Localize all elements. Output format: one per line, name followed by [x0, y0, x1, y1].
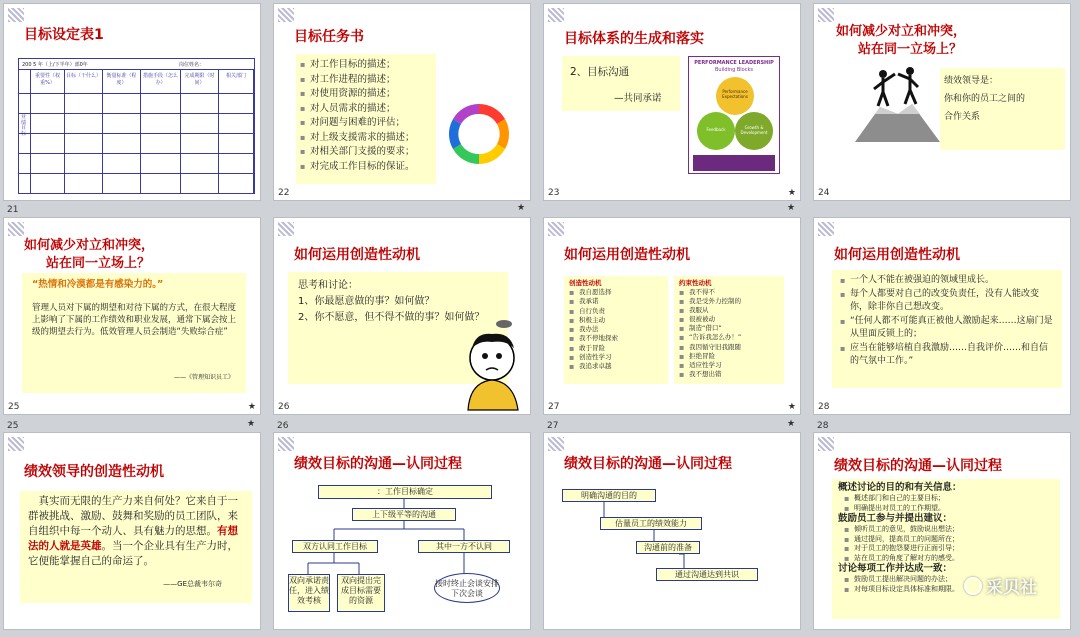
section-heading-1: 概述讨论的目的和有关信息： [838, 482, 962, 493]
table-header-cell: 重要性（权重%） [31, 70, 65, 94]
corner-decoration [278, 8, 294, 22]
table-cell[interactable] [65, 154, 103, 174]
slide-creative-motivation-3[interactable] [813, 217, 1071, 415]
paragraph-4: ▪ 应当在能够培植自我激励……自我评价……和自信的气氛中工作。” [840, 342, 1054, 369]
slide-performance-leadership[interactable] [3, 432, 261, 630]
corner-decoration [8, 222, 24, 236]
creative-motivation-box [564, 276, 668, 384]
slide-number: 21 [7, 205, 19, 215]
part-expectations: Performance Expectations [722, 89, 748, 99]
self-motivation-list [840, 274, 1054, 369]
table-cell[interactable] [181, 94, 219, 114]
slide-star-icon[interactable]: ★ [247, 419, 256, 429]
list-item: ▪ 敢于冒险 [569, 344, 663, 353]
slide-title: 绩效目标的沟通—认同过程 [294, 456, 462, 472]
slide-star-icon[interactable]: ★ [787, 188, 796, 198]
slide-number: 23 [548, 188, 560, 198]
list-item: ▪ “告诉我怎么办！” [679, 333, 779, 342]
corner-decoration [818, 8, 834, 22]
slide-number: 28 [818, 402, 830, 412]
node-one-disagrees: 其中一方不认同 [418, 540, 510, 553]
table-cell[interactable] [103, 134, 141, 154]
slide-number: 26 [278, 402, 290, 412]
leaf-resources: 双向提出完成目标需要的资源 [337, 574, 385, 612]
list-item: ▪ 我是受外力控制的 [679, 297, 779, 306]
list-item: ▪ 对工作进程的描述； [300, 73, 432, 88]
slide-star-icon[interactable]: ★ [787, 419, 796, 429]
node-equal-communication: 上下级平等的沟通 [352, 508, 456, 521]
table-cell[interactable] [219, 174, 254, 194]
constrained-list [679, 288, 779, 379]
table-header-cell: 完成期限（时间） [181, 70, 219, 94]
creative-list [569, 288, 663, 372]
corner-decoration [548, 8, 564, 22]
table-cell[interactable] [141, 174, 181, 194]
table-cell[interactable] [31, 94, 65, 114]
section-heading-3: 讨论每项工作并达成一致： [838, 563, 953, 574]
section-heading-2: 鼓励员工参与并提出建议： [838, 513, 953, 524]
table-header-cell: 目标（干什么） [65, 70, 103, 94]
list-item: ▪ 通过提问，提高员工的问题所在； [844, 535, 1054, 545]
slide-number: 27 [547, 421, 559, 431]
goal-communication-text: 2、目标沟通 [570, 66, 630, 78]
table-cell[interactable] [65, 94, 103, 114]
table-header-cell: 衡量标准（程度） [103, 70, 141, 94]
creative-header: 创造性动机 [569, 279, 602, 287]
list-item: ▪ 鼓励员工提出解决问题的办法； [844, 575, 1054, 585]
paragraph-1: ▪ 一个人不能在被强迫的领域里成长。 [840, 274, 1054, 288]
list-item: ▪ 对相关部门支援的要求； [300, 145, 432, 160]
list-item: ▪ 很被被动 [679, 315, 779, 324]
side-label: 业绩目标 [21, 114, 27, 137]
slide-title: 如何运用创造性动机 [294, 247, 420, 263]
communication-box [562, 56, 680, 111]
partnership-line-2: 你和你的员工之间的 [944, 94, 1026, 104]
corner-decoration [818, 437, 834, 451]
leaf-commit-responsibility: 双向承诺责任，进入绩效考核 [288, 574, 330, 612]
list-item: ▪ 我自愿选择 [569, 288, 663, 297]
steps-connectors [544, 433, 801, 630]
list-item: ▪ 我因循守旧我跟随 [679, 343, 779, 352]
part-feedback: Feedback [706, 127, 726, 132]
thinking-boy-icon [462, 318, 528, 410]
welch-quote-box [20, 491, 252, 603]
slide-number: 25 [8, 402, 20, 412]
list-item: ▪ 积极主动 [569, 316, 663, 325]
table-cell[interactable] [141, 114, 181, 134]
quote-box [22, 273, 246, 393]
paragraph-3: ▪ “任何人都不可能真正被他人激励起来……这扇门是从里面反锁上的； [840, 315, 1054, 342]
table-cell[interactable] [31, 174, 65, 194]
table-cell[interactable] [19, 134, 31, 154]
node-both-agree: 双方认同工作目标 [292, 540, 378, 553]
discussion-line-3: 2、你不愿意，但不得不做的事？如何做？ [298, 312, 485, 323]
table-cell[interactable] [219, 134, 254, 154]
dept-label: 岗位姓名： [179, 62, 205, 68]
graphic-base [693, 155, 775, 171]
table-cell[interactable] [181, 154, 219, 174]
table-cell[interactable] [31, 114, 65, 134]
table-cell[interactable] [65, 174, 103, 194]
list-item: ▪ 我承诺 [569, 297, 663, 306]
step-2: 估量员工的绩效能力 [600, 517, 702, 530]
list-item: ▪ 对完成工作目标的保证。 [300, 160, 432, 175]
slide-title: 如何运用创造性动机 [834, 247, 960, 263]
paragraph-2: ▪ 每个人都要对自己的改变负责任，没有人能改变你，除非你自己想改变。 [840, 288, 1054, 315]
watermark-text: 采贝社 [986, 578, 1037, 598]
slide-goal-system[interactable] [543, 3, 801, 201]
watermark [964, 573, 1037, 598]
slide-consensus-details[interactable] [813, 432, 1071, 630]
corner-decoration [548, 222, 564, 236]
slide-title: 绩效目标的沟通—认同过程 [834, 458, 1002, 474]
table-cell[interactable] [219, 114, 254, 134]
body-part-b: 。当一个企业具有生产力时，它便能掌握自己的命运了。 [28, 540, 238, 567]
table-header-cell: 相关部门 [219, 70, 254, 94]
slide-reduce-conflict[interactable] [813, 3, 1071, 201]
constrained-header: 约束性动机 [679, 279, 712, 287]
slide-creative-motivation-1[interactable] [273, 217, 531, 415]
list-item: ▪ 对每项目标设定具体标准和期限。 [844, 585, 1054, 595]
table-cell[interactable] [65, 114, 103, 134]
step-1: 明确沟通的目的 [562, 489, 656, 502]
slide-number: 25 [7, 421, 19, 431]
section-list-2 [844, 525, 1054, 563]
slide-creative-motivation-2[interactable] [543, 217, 801, 415]
corner-decoration [8, 437, 24, 451]
part-growth: Growth & Development [740, 125, 768, 135]
table-cell[interactable] [219, 154, 254, 174]
slide-reduce-conflict-2[interactable] [3, 217, 261, 415]
list-item: ▪ 拒绝冒险 [679, 352, 779, 361]
table-header-cell [19, 70, 31, 94]
quote-body: 管理人员对下属的期望和对待下属的方式，在很大程度上影响了下属的工作绩效和职业发展，通常下属会按上级的期望去行为。低效管理人员会制造“失败综合症” [32, 303, 237, 337]
table-cell[interactable] [181, 174, 219, 194]
performance-leadership-graphic [688, 56, 780, 174]
table-cell[interactable] [103, 174, 141, 194]
table-cell[interactable] [141, 154, 181, 174]
list-item: ▪ 适应性学习 [679, 361, 779, 370]
task-list [300, 58, 432, 174]
discussion-line-2: 1、你最愿意做的事？如何做？ [298, 296, 435, 307]
slide-consensus-steps[interactable] [543, 432, 801, 630]
quote-source: ——《管理知识员工》 [173, 374, 234, 381]
graphic-subtitle: Building Blocks [714, 67, 753, 73]
leaf-end-meeting: 接时终止会谈安排下次会谈 [434, 573, 500, 603]
body-highlight: 有想法的人就是英雄 [28, 525, 238, 552]
slide-number: 24 [818, 188, 830, 198]
list-item: ▪ 对上级支援需求的描述； [300, 131, 432, 146]
list-item: ▪ 我不停地探索 [569, 334, 663, 343]
list-item: ▪ 对使用资源的描述； [300, 87, 432, 102]
slide-star-icon[interactable]: ★ [517, 203, 526, 213]
year-line: 200 5 年（上/下半年）部0年 [22, 62, 88, 68]
list-item: ▪ 我不想出错 [679, 370, 779, 379]
table-header-cell: 措施手段（怎么办） [141, 70, 181, 94]
task-list-box [296, 54, 436, 184]
table-cell[interactable] [103, 94, 141, 114]
table-cell[interactable] [181, 114, 219, 134]
list-item: ▪ 对人员需求的描述； [300, 102, 432, 117]
graphic-title: PERFORMANCE LEADERSHIP [694, 60, 774, 66]
list-item: ▪ 概述部门和自己的主要目标； [844, 494, 1054, 504]
table-cell[interactable] [103, 154, 141, 174]
table-grid [19, 69, 254, 193]
slide-title: 目标体系的生成和落实 [564, 31, 704, 47]
constrained-motivation-box [674, 276, 784, 384]
table-cell[interactable] [19, 174, 31, 194]
list-item: ▪ 倾听员工的意见，鼓励说出想法； [844, 525, 1054, 535]
quote-text: “热情和冷漠都是有感染力的。” [32, 279, 164, 290]
slide-star-icon[interactable]: ★ [787, 402, 796, 412]
list-item: ▪ 对问题与困难的评估； [300, 116, 432, 131]
welch-quote-body [28, 494, 244, 569]
slide-number: 28 [817, 421, 829, 431]
slide-goal-setting-table[interactable] [3, 3, 261, 201]
section-list-1 [844, 494, 1054, 513]
mountain-climbers-icon [850, 62, 945, 142]
list-item: ▪ 明确提出对员工的工作期望。 [844, 504, 1054, 514]
table-cell[interactable] [19, 154, 31, 174]
body-part-a: 真实而无限的生产力来自何处？它来自于一群被挑战、激励、鼓舞和奖励的员工团队，来自组织中每一个动人、具有魅力的思想。 [28, 495, 238, 537]
list-item: ▪ 我服从 [679, 306, 779, 315]
slide-title: 绩效领导的创造性动机 [24, 464, 164, 480]
partnership-line-3: 合作关系 [944, 112, 981, 122]
slide-consensus-flowchart[interactable] [273, 432, 531, 630]
list-item: ▪ 创造性学习 [569, 353, 663, 362]
list-item: ▪ 我追求卓越 [569, 362, 663, 371]
step-4: 通过沟通达到共识 [656, 568, 758, 581]
welch-quote-source: ——GE总裁韦尔奇 [163, 580, 222, 588]
corner-decoration [818, 222, 834, 236]
slide-title-line-1: 如何减少对立和冲突， [24, 238, 155, 253]
table-cell[interactable] [31, 154, 65, 174]
list-item: ▪ 自行负责 [569, 307, 663, 316]
table-cell[interactable] [141, 94, 181, 114]
slide-title-line-1: 如何减少对立和冲突， [836, 24, 967, 39]
table-cell[interactable] [219, 94, 254, 114]
slide-number: 22 [278, 188, 290, 198]
watermark-logo-icon [964, 577, 982, 595]
table-cell[interactable] [65, 134, 103, 154]
slide-star-icon[interactable]: ★ [787, 203, 796, 213]
list-item: ▪ 制造“借口” [679, 324, 779, 333]
list-item: ▪ 我不得不 [679, 288, 779, 297]
partnership-line-1: 绩效领导是： [944, 76, 999, 86]
slide-title-line-2: 站在同一立场上？ [858, 42, 963, 57]
slide-title: 如何运用创造性动机 [564, 247, 690, 263]
discussion-line-1: 思考和讨论： [298, 280, 358, 291]
table-cell[interactable] [141, 134, 181, 154]
list-item: ▪ 站在员工的角度了解对方的感受。 [844, 554, 1054, 564]
slide-title: 目标设定表1 [24, 27, 104, 43]
table-cell[interactable] [103, 114, 141, 134]
corner-decoration [278, 222, 294, 236]
self-motivation-box [832, 270, 1062, 388]
goal-table [18, 58, 255, 194]
table-cell[interactable] [19, 94, 31, 114]
joint-commitment-text: —共同承诺 [614, 93, 662, 104]
node-goal-confirmed: ：工作目标确定 [318, 485, 492, 499]
list-item: ▪ 对于员工的抱怨要进行正面引导； [844, 544, 1054, 554]
slide-number: 26 [277, 421, 289, 431]
list-item: ▪ 对工作目标的描述； [300, 58, 432, 73]
slide-title-line-2: 站在同一立场上？ [46, 256, 151, 271]
slide-star-icon[interactable]: ★ [247, 402, 256, 412]
discussion-steps-box [832, 479, 1060, 619]
slide-title: 绩效目标的沟通—认同过程 [564, 456, 732, 472]
step-3: 沟通前的准备 [636, 541, 700, 554]
table-cell[interactable] [181, 134, 219, 154]
cycle-arrows-graphic [444, 99, 514, 169]
list-item: ▪ 我办法 [569, 325, 663, 334]
slide-target-task-book[interactable] [273, 3, 531, 201]
table-cell[interactable] [31, 134, 65, 154]
slide-number: 27 [548, 402, 560, 412]
partnership-box [940, 68, 1065, 150]
slide-title: 目标任务书 [294, 29, 364, 45]
corner-decoration [8, 8, 24, 22]
